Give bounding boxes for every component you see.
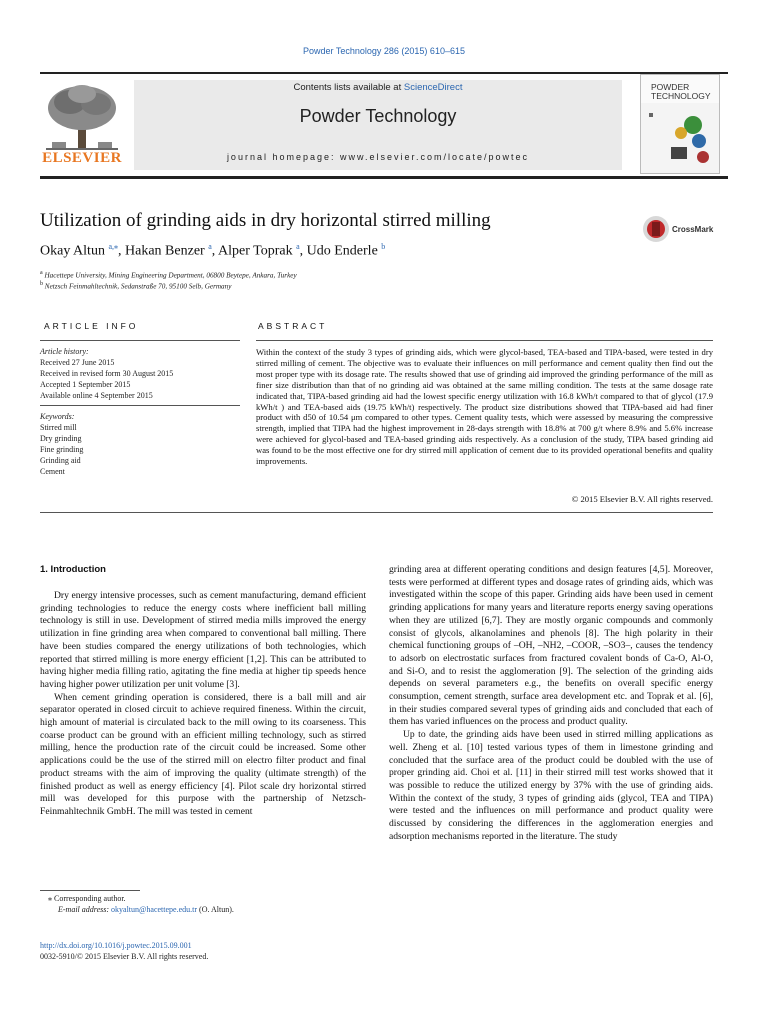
keyword-item: Stirred mill bbox=[40, 423, 77, 432]
doi-link[interactable]: http://dx.doi.org/10.1016/j.powtec.2015.09.001 bbox=[40, 941, 192, 950]
history-revised: Received in revised form 30 August 2015 bbox=[40, 369, 174, 378]
author-2[interactable]: Hakan Benzer bbox=[125, 243, 205, 259]
abstract-label: ABSTRACT bbox=[258, 321, 328, 331]
article-info-rule bbox=[40, 340, 240, 341]
author-2-marks: a bbox=[208, 242, 212, 251]
issn-line: 0032-5910/© 2015 Elsevier B.V. All rights reserved. bbox=[40, 952, 209, 961]
affiliation-a bbox=[40, 270, 700, 279]
keywords-heading: Keywords: bbox=[40, 412, 75, 421]
affiliation-a-mark: a bbox=[40, 270, 43, 276]
footnote-rule bbox=[40, 890, 140, 891]
history-online: Available online 4 September 2015 bbox=[40, 391, 153, 400]
email-suffix: (O. Altun). bbox=[197, 905, 234, 914]
journal-reference[interactable]: Powder Technology 286 (2015) 610–615 bbox=[303, 46, 465, 56]
email-label: E-mail address: bbox=[58, 905, 112, 914]
author-1-marks: a,⁎ bbox=[108, 242, 119, 251]
intro-paragraph-1: Dry energy intensive processes, such as cement manufacturing, demand efficient grinding technologies to reduce the energy costs where inefficient ball milling technology is still in use. Development of stirred media mills improved the energy utilization in fine grinding area when compared to conventional ball milling. There have been studies compared the energy utilizations of both technologies, which reported that stirred milling is more energy efficient [1,2]. This can be attributed to having higher media filling ratio, agitating the fine media at higher tip speeds hence having higher power utilization per unit volume [3]. bbox=[40, 590, 366, 690]
author-4-marks: b bbox=[381, 242, 386, 251]
corresponding-author-footnote bbox=[40, 893, 380, 915]
keyword-item: Grinding aid bbox=[40, 456, 81, 465]
affiliation-b-text: Netzsch Feinmahltechnik, Sedanstraße 70, 95100 Selb, Germany bbox=[44, 282, 232, 291]
doi-block bbox=[40, 940, 380, 962]
keywords-list bbox=[40, 411, 240, 477]
author-list: Okay Altun $^{a,⁎}$, Hakan Benzer $^a$, Alper Toprak $^a$, Udo Enderle $^b$ bbox=[40, 242, 386, 259]
affiliation-b bbox=[40, 281, 700, 290]
keyword-item: Cement bbox=[40, 467, 65, 476]
right-column bbox=[389, 564, 713, 843]
cover-art bbox=[641, 103, 719, 173]
journal-homepage[interactable]: journal homepage: www.elsevier.com/locate/powtec bbox=[226, 152, 530, 162]
elsevier-wordmark: ELSEVIER bbox=[42, 150, 122, 166]
crossmark-label[interactable]: CrossMark bbox=[672, 225, 714, 234]
left-column bbox=[40, 590, 366, 819]
author-1[interactable]: Okay Altun bbox=[40, 243, 105, 259]
article-info-label: ARTICLE INFO bbox=[44, 321, 139, 331]
journal-name: Powder Technology bbox=[299, 106, 457, 126]
keyword-item: Dry grinding bbox=[40, 434, 82, 443]
header-bottom-rule bbox=[40, 176, 728, 179]
contents-prefix: Contents lists available at bbox=[293, 82, 404, 93]
article-history bbox=[40, 346, 240, 401]
contents-line bbox=[134, 82, 622, 93]
email-line bbox=[40, 904, 380, 915]
author-4[interactable]: Udo Enderle bbox=[306, 243, 378, 259]
author-3[interactable]: Alper Toprak bbox=[218, 243, 293, 259]
corresponding-author-note: ⁎ Corresponding author. bbox=[48, 894, 126, 903]
keyword-item: Fine grinding bbox=[40, 445, 84, 454]
email-link[interactable]: okyaltun@hacettepe.edu.tr bbox=[111, 905, 198, 914]
intro-paragraph-2: When cement grinding operation is considered, there is a ball mill and air separator operated in closed circuit to achieve required fineness. Within the circuit, high amount of material is circulated back to the mill owing to its coarseness. This coarse product can be ground with an efficient milling technology, such as stirred milling, hence the production rate of the circuit could be increased. Some other applications could be the use of the stirred mill on electro filter product and final product streams with the aim of improving the quality (ultimate strength) of the finished product as well as energy efficiency [4]. Pilot scale dry horizontal stirred mill was developed for this purpose with the partnership of Netzsch-Feinmahltechnik GmbH. The mill was tested in cement bbox=[40, 691, 366, 817]
intro-paragraph-4: Up to date, the grinding aids have been used in stirred milling applications as well. Zheng et al. [10] tested various types of them in limestone grinding and concluded that the surface area of the product could be doubled with the use of proper grinding aid. Choi et al. [11] in their stirred mill test works showed that it was possible to reduce the utilized energy by 37% with the use of grinding aids. Within the context of the study, 3 types of grinding aids (glycol, TEA and TIPA) were tested and the influences on mill performance and product quality were discussed by considering the differences in the agglomeration energies and adsorption mechanisms reported in the literature. The study bbox=[389, 729, 713, 842]
introduction-heading: 1. Introduction bbox=[40, 564, 106, 575]
cover-title: POWDER TECHNOLOGY bbox=[651, 82, 711, 101]
header-top-rule bbox=[40, 72, 728, 74]
keywords-rule bbox=[40, 405, 240, 406]
abstract-copyright: © 2015 Elsevier B.V. All rights reserved. bbox=[571, 494, 713, 504]
intro-paragraph-3: grinding area at different operating conditions and design features [4,5]. Moreover, tests were performed at different types and dosage rates of grinding aids, which was investigated within the scope of this paper. Grinding aids have been used in cement grinding applications for many years and literature reports energy saving operations when they are utilized [6,7]. They are mostly organic compounds and commonly consist of glycols, alkanolamines and phenols [8]. The high polarity in their chemical functioning groups of –OH, –NH2, –COOR, –SO3–, causes the tendency to adsorb on electrostatic surfaces from fractured covalent bonds of Ca-O, Al-O, and Si-O, and to resist the agglomeration [9]. The selection of the grinding aids depends on several parameters e.g., the benefits on overall specific energy consumption, cement strength, surface area development etc. and Toprak et al. [6], in their studies compared several types of grinding aids and concluded that each of them has varied influences on the process and product quality. bbox=[389, 564, 713, 728]
history-accepted: Accepted 1 September 2015 bbox=[40, 380, 131, 389]
sciencedirect-link[interactable]: ScienceDirect bbox=[403, 82, 463, 93]
abstract-text: Within the context of the study 3 types of grinding aids, which were glycol-based, TEA-based and TIPA-based, were tested in dry stirred milling of cement. The objective was to evaluate their influences on mill performance and cement quality then find out the most proper type with its dosage rate. The results showed that use of grinding aid improved the grinding performance of the mill as finer size distribution than that of no grinding aid was obtained at the same milling condition. The tests at the same dosage rate indicated that, TIPA-based grinding aid had the lowest specific energy utilization with 16.8 kWh/t compared to that of glycol (17.9 kWh/t ) and TEA-based aids (19.75 kWh/t) respectively. The product size distributions showed that TIPA-based aid had finer product with d50 of 10.54 μm compared to other types. Cement quality tests, which were assessed by measuring the compressive strength, implied that TIPA had the highest improvement in 28-days strength with 18.8% at 700 g/t where 8.9% and 5.6% increase were achieved for glycol-based and TEA-based grinding aids respectively. As a conclusion of the study, TIPA based grinding aid was found to be the most effective one for dry stirred mill application of cement due to its provided operational benefits and quality improvements. bbox=[256, 347, 713, 467]
history-received: Received 27 June 2015 bbox=[40, 358, 115, 367]
affiliation-b-mark: b bbox=[40, 281, 43, 287]
abstract-top-rule bbox=[256, 340, 713, 341]
affiliation-a-text: Hacettepe University, Mining Engineering Department, 06800 Beytepe, Ankara, Turkey bbox=[44, 271, 297, 280]
author-3-marks: a bbox=[296, 242, 300, 251]
article-history-heading: Article history: bbox=[40, 347, 89, 356]
journal-cover-image bbox=[640, 74, 720, 174]
article-title: Utilization of grinding aids in dry horizontal stirred milling bbox=[40, 210, 491, 231]
abstract-bottom-rule bbox=[40, 512, 713, 513]
